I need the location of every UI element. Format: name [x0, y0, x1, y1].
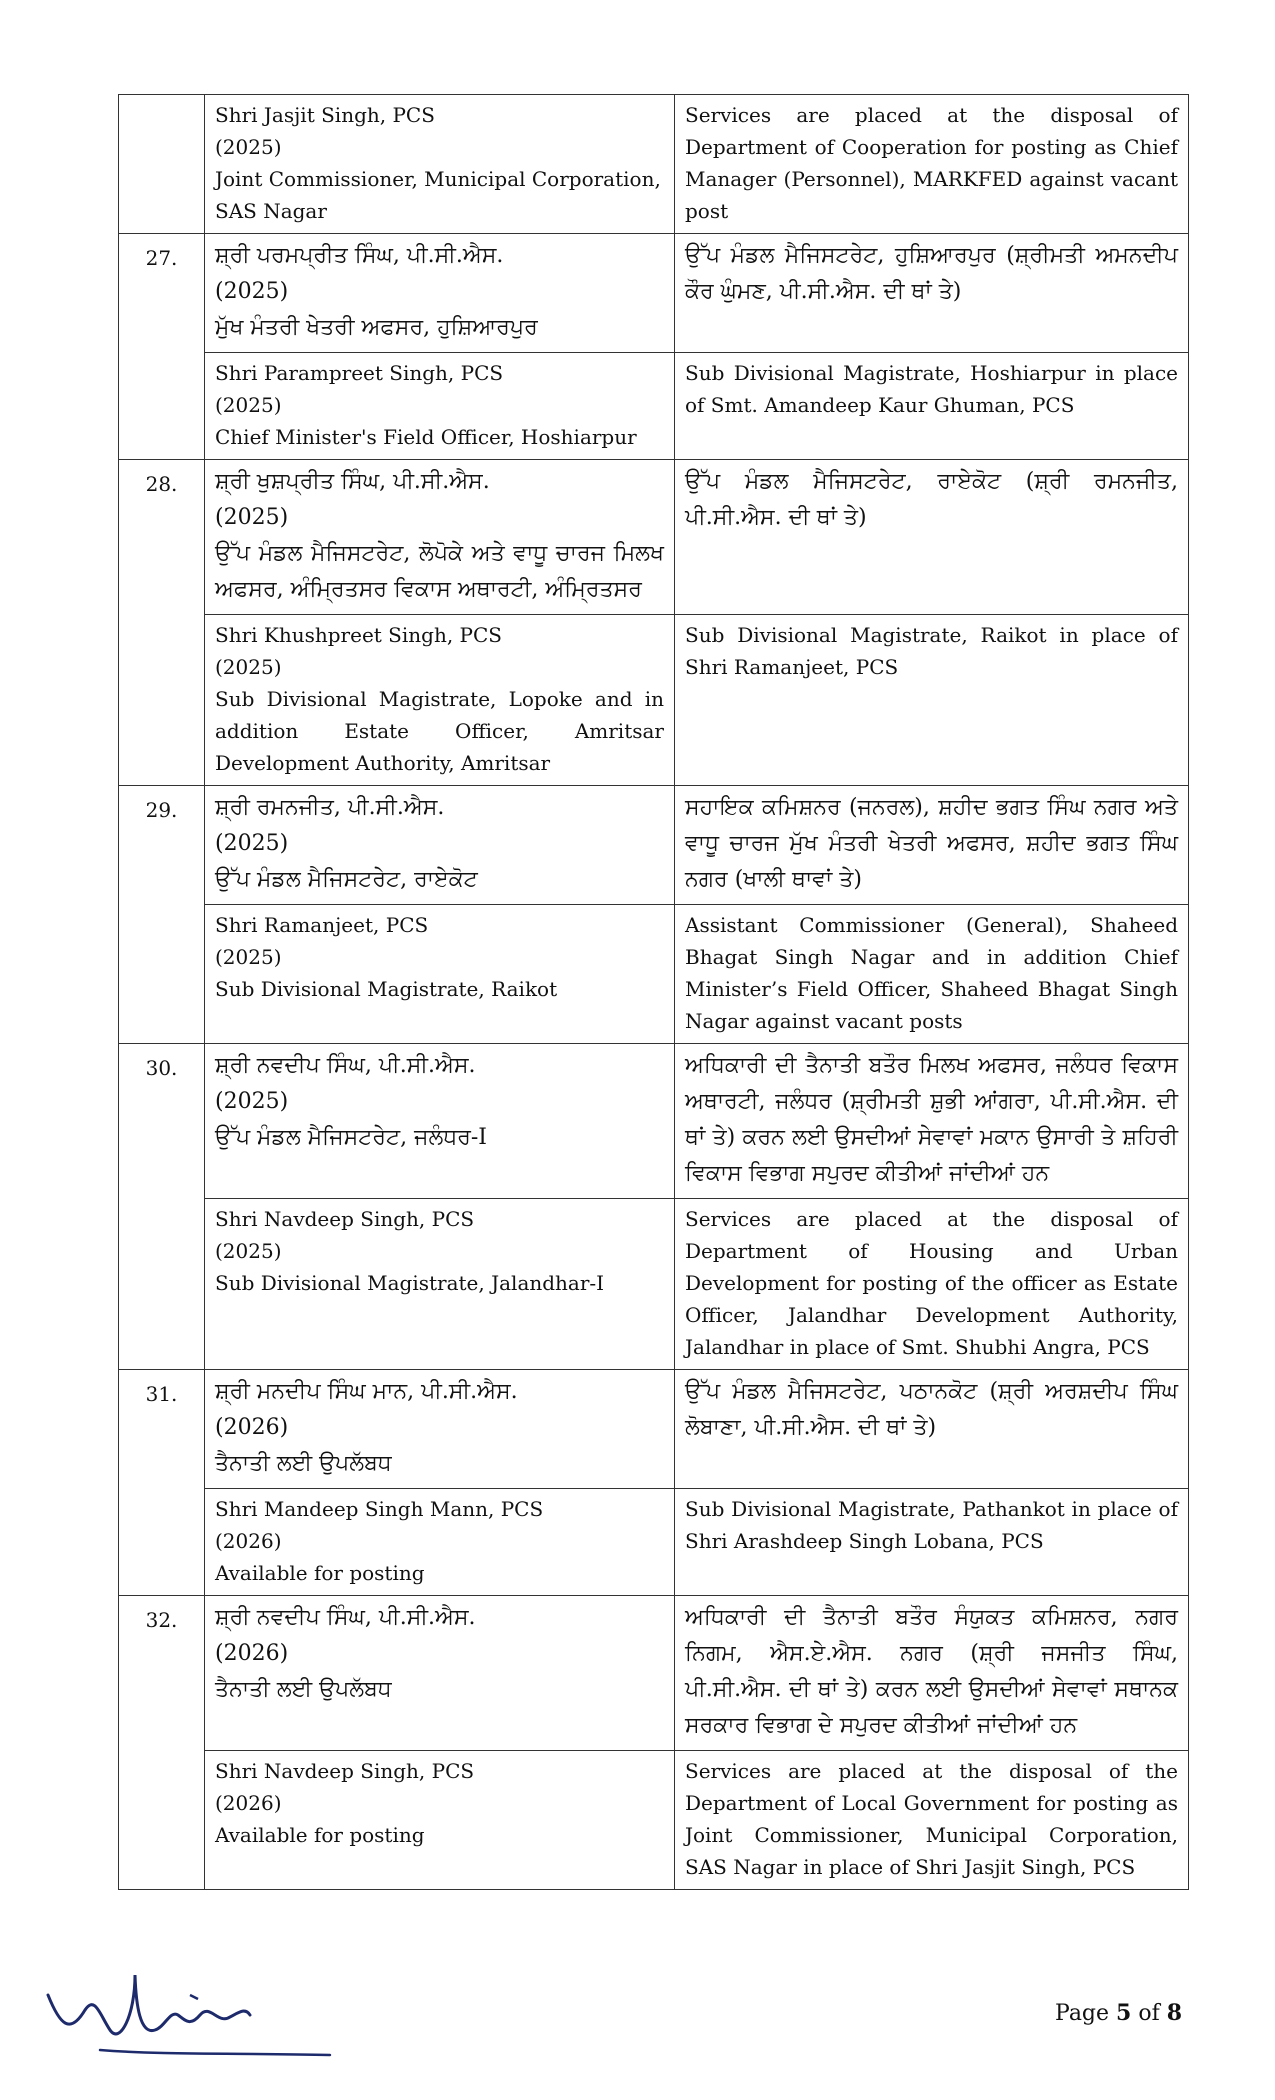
posting-english-text: Services are placed at the disposal of the Department of Local Government for posting as Joint Commissioner, Municipal Corporation, SAS Nagar in place of Shri Jasjit Singh, PCS	[685, 1759, 1178, 1879]
table-row-english	[119, 95, 1189, 234]
officer-english-line: SAS Nagar	[215, 199, 327, 223]
officer-punjabi-cell	[205, 1596, 675, 1751]
officer-punjabi-line: ਸ਼੍ਰੀ ਖੁਸ਼ਪ੍ਰੀਤ ਸਿੰਘ, ਪੀ.ਸੀ.ਐਸ.	[215, 469, 490, 494]
officer-english-line: (2025)	[215, 655, 282, 679]
serial-number: 29.	[119, 786, 205, 1044]
officer-punjabi-cell	[205, 1044, 675, 1199]
officer-english-line: Available for posting	[215, 1561, 425, 1585]
officer-punjabi-line: ਸ਼੍ਰੀ ਮਨਦੀਪ ਸਿੰਘ ਮਾਨ, ਪੀ.ਸੀ.ਐਸ.	[215, 1379, 518, 1404]
posting-punjabi-text: ਉੱਪ ਮੰਡਲ ਮੈਜਿਸਟਰੇਟ, ਰਾਏਕੋਟ (ਸ਼੍ਰੀ ਰਮਨਜੀਤ, ਪੀ.ਸੀ.ਐਸ. ਦੀ ਥਾਂ ਤੇ)	[685, 469, 1178, 530]
officer-english-line: Sub Divisional Magistrate, Jalandhar-I	[215, 1271, 605, 1295]
officer-english-cell	[205, 95, 675, 234]
officer-english-cell	[205, 1199, 675, 1370]
officer-english-line: Shri Khushpreet Singh, PCS	[215, 623, 503, 647]
posting-punjabi-cell	[675, 786, 1189, 905]
officer-english-line: (2025)	[215, 135, 282, 159]
officer-english-line: Shri Navdeep Singh, PCS	[215, 1207, 475, 1231]
officer-english-line: Joint Commissioner, Municipal Corporation,	[215, 167, 661, 191]
posting-punjabi-text: ਅਧਿਕਾਰੀ ਦੀ ਤੈਨਾਤੀ ਬਤੌਰ ਮਿਲਖ ਅਫਸਰ, ਜਲੰਧਰ ਵਿਕਾਸ ਅਥਾਰਟੀ, ਜਲੰਧਰ (ਸ਼੍ਰੀਮਤੀ ਸ਼ੁਭੀ ਆਂਗਰਾ, ਪੀ.ਸੀ.ਐਸ. ਦੀ ਥਾਂ ਤੇ) ਕਰਨ ਲਈ ਉਸਦੀਆਂ ਸੇਵਾਵਾਂ ਮਕਾਨ ਉਸਾਰੀ ਤੇ ਸ਼ਹਿਰੀ ਵਿਕਾਸ ਵਿਭਾਗ ਸਪੁਰਦ ਕੀਤੀਆਂ ਜਾਂਦੀਆਂ ਹਨ	[685, 1053, 1178, 1186]
officer-punjabi-line: ਉੱਪ ਮੰਡਲ ਮੈਜਿਸਟਰੇਟ, ਲੋਪੋਕੇ ਅਤੇ ਵਾਧੂ ਚਾਰਜ ਮਿਲਖ ਅਫਸਰ, ਅੰਮ੍ਰਿਤਸਰ ਵਿਕਾਸ ਅਥਾਰਟੀ, ਅੰਮ੍ਰਿਤਸਰ	[215, 541, 664, 602]
officer-english-line: Shri Navdeep Singh, PCS	[215, 1759, 475, 1783]
serial-number	[119, 95, 205, 234]
table-row-english	[119, 1199, 1189, 1370]
table-row-english	[119, 615, 1189, 786]
posting-punjabi-cell	[675, 1044, 1189, 1199]
page-total: 8	[1166, 2000, 1183, 2026]
table-row-english	[119, 1489, 1189, 1596]
posting-punjabi-cell	[675, 1596, 1189, 1751]
posting-table	[118, 94, 1189, 1890]
officer-english-cell	[205, 353, 675, 460]
page-number	[1055, 2000, 1182, 2026]
officer-english-line: (2025)	[215, 945, 282, 969]
posting-english-text: Sub Divisional Magistrate, Raikot in place of Shri Ramanjeet, PCS	[685, 623, 1178, 679]
officer-punjabi-line: (2025)	[215, 279, 289, 304]
officer-punjabi-line: ਉੱਪ ਮੰਡਲ ਮੈਜਿਸਟਰੇਟ, ਜਲੰਧਰ-I	[215, 1125, 487, 1150]
officer-english-line: Chief Minister's Field Officer, Hoshiarpur	[215, 425, 637, 449]
officer-english-line: Shri Ramanjeet, PCS	[215, 913, 429, 937]
posting-punjabi-text: ਅਧਿਕਾਰੀ ਦੀ ਤੈਨਾਤੀ ਬਤੌਰ ਸੰਯੁਕਤ ਕਮਿਸ਼ਨਰ, ਨਗਰ ਨਿਗਮ, ਐਸ.ਏ.ਐਸ. ਨਗਰ (ਸ਼੍ਰੀ ਜਸਜੀਤ ਸਿੰਘ, ਪੀ.ਸੀ.ਐਸ. ਦੀ ਥਾਂ ਤੇ) ਕਰਨ ਲਈ ਉਸਦੀਆਂ ਸੇਵਾਵਾਂ ਸਥਾਨਕ ਸਰਕਾਰ ਵਿਭਾਗ ਦੇ ਸਪੁਰਦ ਕੀਤੀਆਂ ਜਾਂਦੀਆਂ ਹਨ	[685, 1605, 1178, 1738]
officer-punjabi-line: ਤੈਨਾਤੀ ਲਈ ਉਪਲੱਬਧ	[215, 1451, 392, 1476]
posting-english-cell	[675, 1751, 1189, 1890]
posting-english-cell	[675, 1199, 1189, 1370]
posting-english-text: Sub Divisional Magistrate, Pathankot in place of Shri Arashdeep Singh Lobana, PCS	[685, 1497, 1178, 1553]
officer-english-line: Sub Divisional Magistrate, Raikot	[215, 977, 558, 1001]
officer-english-line: Available for posting	[215, 1823, 425, 1847]
officer-english-line: (2025)	[215, 393, 282, 417]
posting-english-text: Sub Divisional Magistrate, Hoshiarpur in place of Smt. Amandeep Kaur Ghuman, PCS	[685, 361, 1178, 417]
officer-punjabi-line: ਤੈਨਾਤੀ ਲਈ ਉਪਲੱਬਧ	[215, 1677, 392, 1702]
posting-punjabi-text: ਉੱਪ ਮੰਡਲ ਮੈਜਿਸਟਰੇਟ, ਹੁਸ਼ਿਆਰਪੁਰ (ਸ਼੍ਰੀਮਤੀ ਅਮਨਦੀਪ ਕੌਰ ਘੁੰਮਣ, ਪੀ.ਸੀ.ਐਸ. ਦੀ ਥਾਂ ਤੇ)	[685, 243, 1178, 304]
officer-punjabi-line: ਸ਼੍ਰੀ ਨਵਦੀਪ ਸਿੰਘ, ਪੀ.ਸੀ.ਐਸ.	[215, 1605, 476, 1630]
officer-english-line: Shri Jasjit Singh, PCS	[215, 103, 435, 127]
officer-english-cell	[205, 1751, 675, 1890]
officer-english-line: (2026)	[215, 1529, 282, 1553]
table-row-punjabi	[119, 786, 1189, 905]
page-of: of	[1131, 2001, 1167, 2026]
table-row-english	[119, 1751, 1189, 1890]
serial-number: 30.	[119, 1044, 205, 1370]
posting-english-text: Assistant Commissioner (General), Shaheed Bhagat Singh Nagar and in addition Chief Minister’s Field Officer, Shaheed Bhagat Singh Nagar against vacant posts	[685, 913, 1178, 1033]
table-row-english	[119, 905, 1189, 1044]
officer-english-cell	[205, 905, 675, 1044]
posting-english-cell	[675, 1489, 1189, 1596]
table-row-punjabi	[119, 460, 1189, 615]
officer-punjabi-cell	[205, 234, 675, 353]
table-row-english	[119, 353, 1189, 460]
officer-english-line: (2025)	[215, 1239, 282, 1263]
officer-english-line: (2026)	[215, 1791, 282, 1815]
officer-punjabi-line: (2025)	[215, 1089, 289, 1114]
posting-punjabi-text: ਸਹਾਇਕ ਕਮਿਸ਼ਨਰ (ਜਨਰਲ), ਸ਼ਹੀਦ ਭਗਤ ਸਿੰਘ ਨਗਰ ਅਤੇ ਵਾਧੂ ਚਾਰਜ ਮੁੱਖ ਮੰਤਰੀ ਖੇਤਰੀ ਅਫਸਰ, ਸ਼ਹੀਦ ਭਗਤ ਸਿੰਘ ਨਗਰ (ਖਾਲੀ ਥਾਵਾਂ ਤੇ)	[685, 795, 1178, 892]
posting-english-cell	[675, 905, 1189, 1044]
posting-english-cell	[675, 353, 1189, 460]
posting-punjabi-cell	[675, 234, 1189, 353]
table-row-punjabi	[119, 234, 1189, 353]
signature-icon	[40, 1955, 340, 2075]
officer-punjabi-line: (2025)	[215, 505, 289, 530]
posting-punjabi-text: ਉੱਪ ਮੰਡਲ ਮੈਜਿਸਟਰੇਟ, ਪਠਾਨਕੋਟ (ਸ਼੍ਰੀ ਅਰਸ਼ਦੀਪ ਸਿੰਘ ਲੋਬਾਣਾ, ਪੀ.ਸੀ.ਐਸ. ਦੀ ਥਾਂ ਤੇ)	[685, 1379, 1178, 1440]
officer-punjabi-line: ਸ਼੍ਰੀ ਰਮਨਜੀਤ, ਪੀ.ਸੀ.ਐਸ.	[215, 795, 445, 820]
page-prefix: Page	[1055, 2001, 1117, 2026]
officer-punjabi-line: ਸ਼੍ਰੀ ਪਰਮਪ੍ਰੀਤ ਸਿੰਘ, ਪੀ.ਸੀ.ਐਸ.	[215, 243, 504, 268]
document-body	[118, 94, 1188, 1890]
serial-number: 31.	[119, 1370, 205, 1596]
officer-punjabi-line: ਮੁੱਖ ਮੰਤਰੀ ਖੇਤਰੀ ਅਫਸਰ, ਹੁਸ਼ਿਆਰਪੁਰ	[215, 315, 538, 340]
officer-english-line: Shri Mandeep Singh Mann, PCS	[215, 1497, 544, 1521]
officer-punjabi-cell	[205, 786, 675, 905]
posting-english-text: Services are placed at the disposal of Department of Housing and Urban Development for posting of the officer as Estate Officer, Jalandhar Development Authority, Jalandhar in place of Smt. Shubhi Angra, PCS	[685, 1207, 1178, 1359]
posting-punjabi-cell	[675, 1370, 1189, 1489]
officer-english-line: Shri Parampreet Singh, PCS	[215, 361, 504, 385]
serial-number: 28.	[119, 460, 205, 786]
posting-english-cell	[675, 615, 1189, 786]
officer-english-cell	[205, 1489, 675, 1596]
posting-english-text: Services are placed at the disposal of Department of Cooperation for posting as Chief Manager (Personnel), MARKFED against vacant post	[685, 103, 1178, 223]
officer-punjabi-line: (2026)	[215, 1415, 289, 1440]
serial-number: 32.	[119, 1596, 205, 1890]
officer-punjabi-line: (2025)	[215, 831, 289, 856]
posting-english-cell	[675, 95, 1189, 234]
posting-punjabi-cell	[675, 460, 1189, 615]
officer-english-line: Sub Divisional Magistrate, Lopoke and in addition Estate Officer, Amritsar Development Authority, Amritsar	[215, 687, 664, 775]
officer-punjabi-line: ਉੱਪ ਮੰਡਲ ਮੈਜਿਸਟਰੇਟ, ਰਾਏਕੋਟ	[215, 867, 478, 892]
officer-english-cell	[205, 615, 675, 786]
page-current: 5	[1116, 2000, 1132, 2026]
officer-punjabi-line: ਸ਼੍ਰੀ ਨਵਦੀਪ ਸਿੰਘ, ਪੀ.ਸੀ.ਐਸ.	[215, 1053, 476, 1078]
officer-punjabi-cell	[205, 1370, 675, 1489]
table-row-punjabi	[119, 1044, 1189, 1199]
table-row-punjabi	[119, 1596, 1189, 1751]
serial-number: 27.	[119, 234, 205, 460]
officer-punjabi-cell	[205, 460, 675, 615]
table-row-punjabi	[119, 1370, 1189, 1489]
officer-punjabi-line: (2026)	[215, 1641, 289, 1666]
